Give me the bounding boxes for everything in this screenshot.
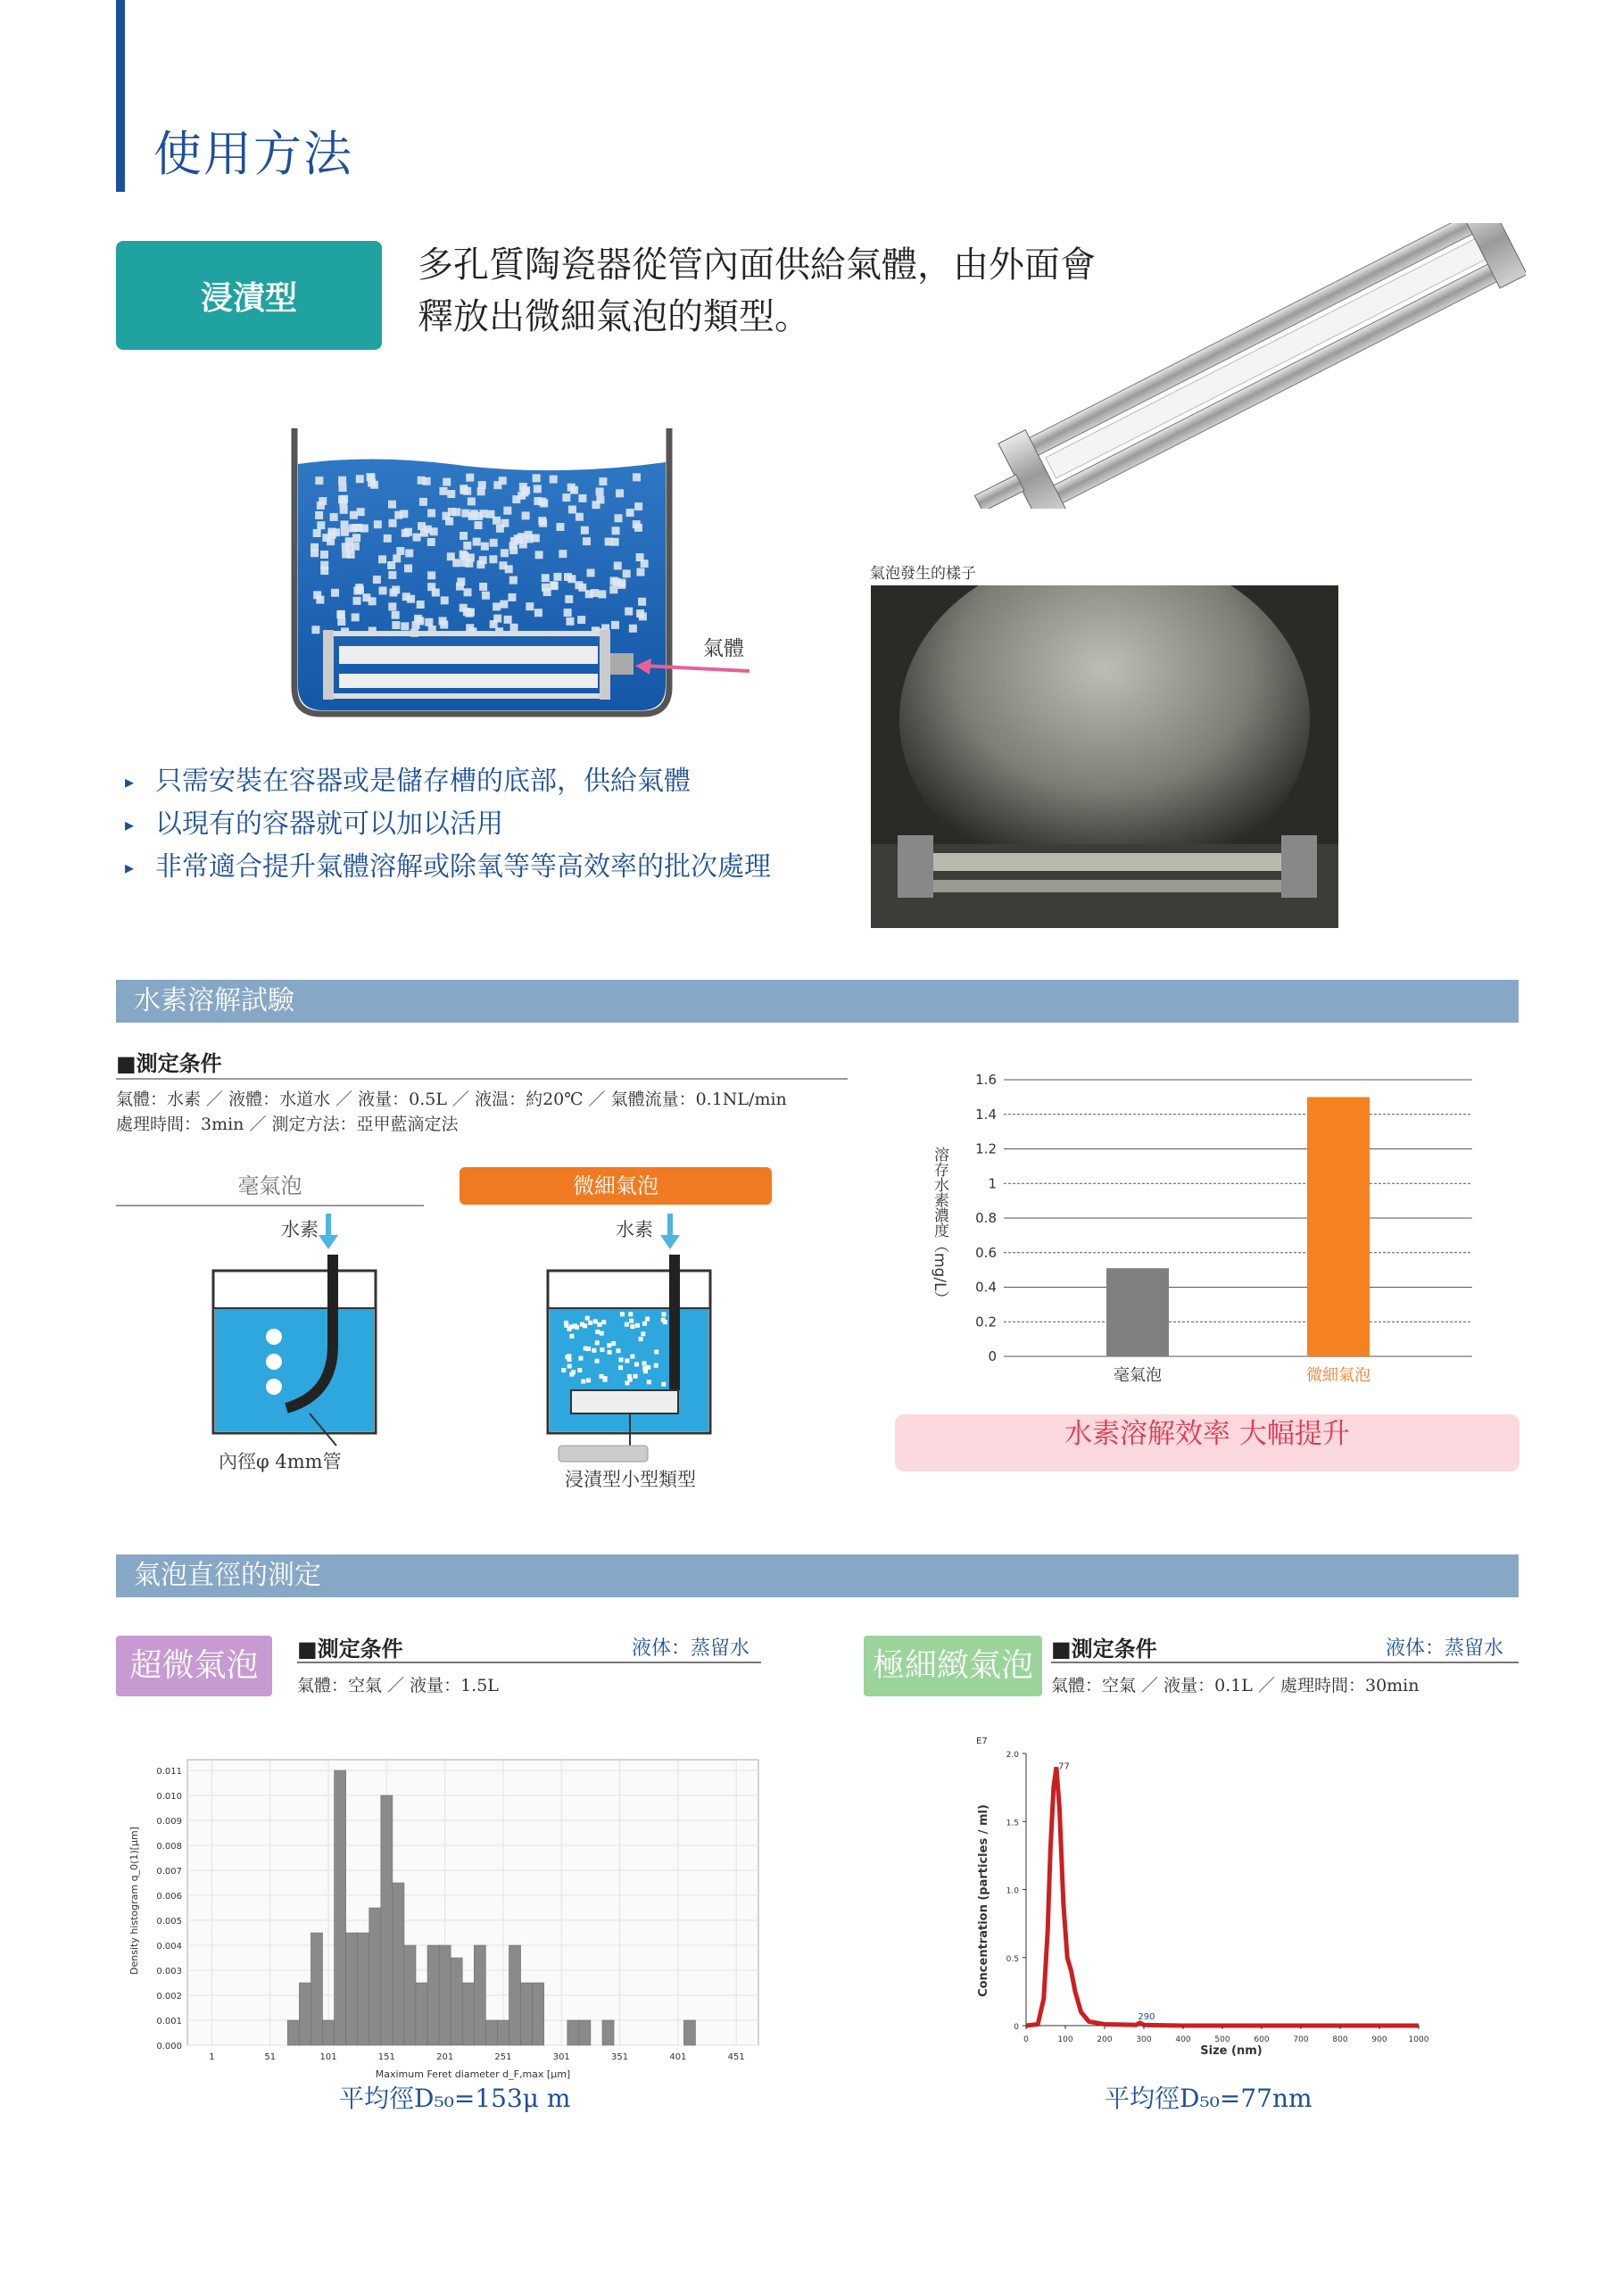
histogram-bar [346,1933,358,2045]
gas-label: 氣體 [703,637,744,660]
milli-bubble-beaker [201,1212,397,1462]
x-tick-label: 0 [1023,2035,1029,2044]
y-tick-label: 0.6 [975,1244,997,1261]
right-conditions-heading: ■測定条件 [1051,1637,1157,1662]
pipe-label: 內徑φ 4mm管 [219,1451,342,1472]
y-tick-label: 0.4 [975,1279,997,1296]
hydrogen-callout: 水素溶解效率 大幅提升 [895,1414,1519,1471]
histogram-bar [462,1983,474,2045]
section-header-hydrogen: 水素溶解試驗 [116,980,1519,1023]
triangle-bullet-icon: ▸ [125,857,135,878]
intro-line-2: 釋放出微細氣泡的類型。 [418,296,810,337]
x-tick-label: 600 [1254,2035,1270,2044]
fine-bubble-beaker [535,1212,732,1480]
x-tick-label: 251 [494,2052,512,2062]
histogram-bar [602,2020,614,2045]
histogram-bar [299,1983,311,2045]
y-tick-label: 0.8 [975,1210,997,1226]
hydrogen-label-right: 水素 [616,1219,653,1240]
histogram-bar [521,1983,533,2045]
histogram-bar [335,1770,346,2045]
histogram-bar [509,1945,520,2045]
category-label: 微細氣泡 [1306,1366,1370,1385]
section-header-bubble-diameter: 氣泡直徑的測定 [116,1554,1519,1597]
y-tick-label: 1.2 [975,1140,997,1157]
histogram-bar [404,1945,416,2045]
y-tick-label: 0.006 [156,1892,182,1902]
title-accent-bar [116,0,125,192]
triangle-bullet-icon: ▸ [125,771,135,792]
right-conditions: 氣體：空氣 ／ 液量：0.1L ／ 處理時間：30min [1051,1676,1420,1695]
y-tick-label: 0.5 [1006,1954,1019,1964]
histogram-bar [416,1983,427,2045]
y-tick-label: 0 [1014,2023,1019,2032]
y-tick-label: 0.005 [156,1917,182,1927]
x-tick-label: 500 [1214,2035,1230,2044]
feature-item: ▸ 非常適合提升氣體溶解或除氧等等高效率的批次處理 [125,846,771,889]
histogram-bar [287,2020,299,2045]
x-tick-label: 201 [436,2052,454,2062]
ultra-fine-tag: 超微氣泡 [116,1636,272,1696]
y-tick-label: 0.011 [156,1767,182,1777]
histogram-ylabel: Density histogram q_0(1)[μm] [128,1827,140,1975]
x-tick-label: 100 [1057,2035,1073,2044]
conditions-text: 氣體：水素 ／ 液體：水道水 ／ 液量：0.5L ／ 液温：約20℃ ／ 氣體流量：0.1NL/min 處理時間：3min ／ 測定方法：亞甲藍滴定法 [116,1090,787,1134]
histogram-bar [497,2020,509,2045]
photo-caption: 氣泡發生的樣子 [870,565,976,583]
label-fine-bubble: 微細氣泡 [460,1167,772,1205]
right-liquid: 液体：蒸留水 [1386,1637,1504,1660]
y-tick-label: 1 [988,1175,997,1192]
hydrogen-bar-chart [919,1062,1526,1401]
histogram-bar [485,2020,497,2045]
peak-label: 77 [1058,1761,1070,1772]
x-tick-label: 300 [1136,2035,1152,2044]
diffuser-product-image [973,223,1526,509]
histogram-bar [474,1945,485,2045]
bubble-size-histogram [125,1749,767,2084]
histogram-bar [533,1983,544,2045]
small-type-label: 浸漬型小型類型 [565,1469,696,1490]
left-caption: 平均徑D₅₀=153μ m [339,2084,571,2113]
histogram-bar [683,2020,695,2045]
histogram-bar [439,1945,451,2045]
y-tick-label: 1.0 [1006,1886,1019,1896]
category-label: 毫氣泡 [1114,1366,1162,1385]
x-tick-label: 451 [727,2052,745,2062]
immersion-tank-diagram [268,419,767,727]
x-tick-label: 151 [377,2052,395,2062]
bar [1307,1097,1370,1356]
label-milli-bubble: 毫氣泡 [116,1167,424,1206]
divider [116,1078,848,1080]
y-tick-label: 0.003 [156,1967,182,1977]
left-conditions-heading: ■測定条件 [297,1637,403,1662]
ultra-fine-nano-tag: 極細緻氣泡 [864,1636,1042,1696]
x-tick-label: 401 [669,2052,687,2062]
x-tick-label: 351 [611,2052,629,2062]
bubble-photo [871,585,1338,928]
histogram-bar [567,2020,579,2045]
x-tick-label: 200 [1097,2035,1113,2044]
y-tick-label: 0.004 [156,1942,182,1952]
y-tick-label: 0.002 [156,1992,182,2002]
histogram-bar [451,1958,462,2045]
histogram-bar [427,1945,439,2045]
conditions-heading: ■測定条件 [116,1051,222,1076]
feature-item: ▸ 只需安裝在容器或是儲存槽的底部，供給氣體 [125,760,771,803]
x-tick-label: 700 [1293,2035,1309,2044]
nano-size-distribution [973,1731,1437,2061]
y-tick-label: 0.009 [156,1817,182,1827]
right-caption: 平均徑D₅₀=77nm [1105,2084,1312,2113]
size-distribution-curve [1026,1767,1419,2026]
triangle-bullet-icon: ▸ [125,814,135,835]
exponent-label: E7 [976,1737,988,1746]
histogram-bar [393,1883,404,2045]
intro-line-1: 多孔質陶瓷器從管內面供給氣體，由外面會 [418,245,1096,286]
histogram-xlabel: Maximum Feret diameter d_F,max [μm] [375,2068,571,2080]
x-tick-label: 1000 [1408,2035,1429,2044]
y-tick-label: 1.6 [975,1072,997,1088]
page-title: 使用方法 [153,126,353,182]
histogram-bar [323,2020,335,2045]
x-tick-label: 51 [264,2052,277,2062]
y-tick-label: 0.008 [156,1842,182,1852]
y-tick-label: 0.000 [156,2042,182,2051]
feature-list [125,760,771,889]
histogram-bar [579,2020,591,2045]
feature-item: ▸ 以現有的容器就可以加以活用 [125,803,771,846]
x-tick-label: 800 [1332,2035,1348,2044]
minor-peak-label: 290 [1138,2011,1155,2022]
y-tick-label: 0.007 [156,1867,182,1877]
divider [1051,1662,1519,1663]
x-tick-label: 1 [209,2052,215,2062]
y-tick-label: 0.010 [156,1792,182,1802]
histogram-bar [381,1795,393,2045]
nta-ylabel: Concentration (particles / ml) [977,1804,990,1997]
y-tick-label: 1.5 [1006,1819,1019,1828]
nta-xlabel: Size (nm) [1200,2044,1263,2058]
divider [297,1662,761,1663]
y-tick-label: 0.001 [156,2017,182,2027]
x-tick-label: 400 [1175,2035,1191,2044]
left-liquid: 液体：蒸留水 [632,1637,750,1660]
x-tick-label: 301 [552,2052,570,2062]
bar [1106,1268,1169,1356]
y-tick-label: 2.0 [1006,1751,1019,1760]
histogram-bar [369,1908,381,2045]
hydrogen-label-left: 水素 [281,1219,319,1240]
y-tick-label: 0 [988,1348,997,1364]
histogram-bar [358,1933,369,2045]
type-badge: 浸漬型 [116,241,382,350]
x-tick-label: 101 [319,2052,337,2062]
left-conditions: 氣體：空氣 ／ 液量：1.5L [297,1676,499,1695]
histogram-bar [311,1933,322,2045]
y-tick-label: 0.2 [975,1314,997,1330]
x-tick-label: 900 [1371,2035,1387,2044]
y-tick-label: 1.4 [975,1106,997,1123]
bar-chart-ylabel: 溶存水素濃度（mg/L） [931,1147,948,1306]
